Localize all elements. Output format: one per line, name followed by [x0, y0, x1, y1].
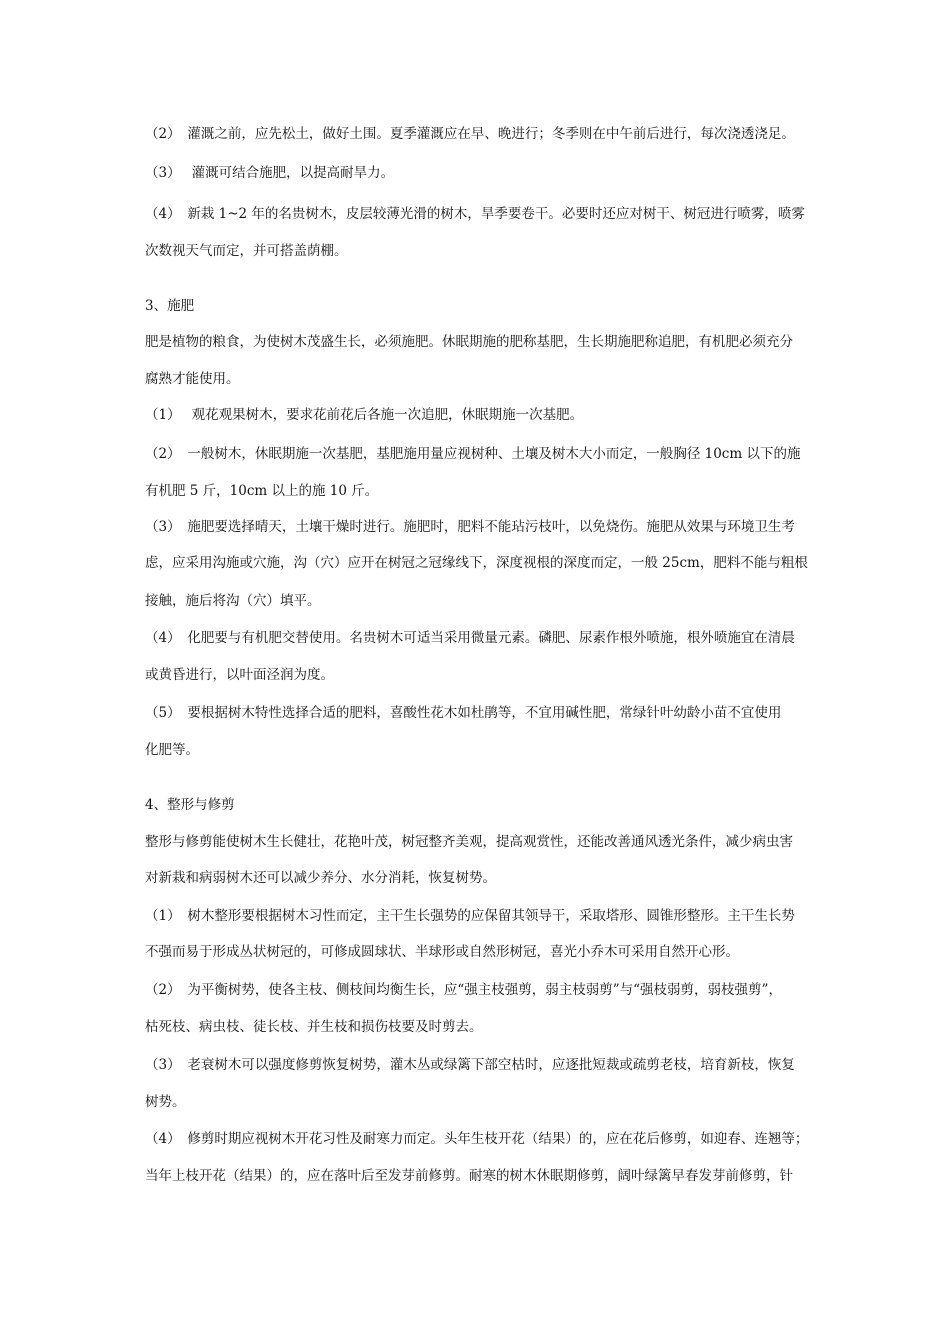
paragraph-line: （3） 施肥要选择晴天，土壤干燥时进行。施肥时，肥料不能玷污枝叶，以免烧伤。施肥从效果与环境卫生考	[145, 519, 795, 535]
paragraph-line: 次数视天气而定，并可搭盖荫棚。	[145, 243, 348, 259]
paragraph-line: 对新栽和病弱树木还可以减少养分、水分消耗，恢复树势。	[145, 870, 496, 886]
paragraph-line: 不强而易于形成丛状树冠的，可修成圆球状、半球形或自然形树冠，喜光小乔木可采用自然开心形。	[145, 944, 739, 960]
paragraph-line: 或黄昏进行，以叶面泾润为度。	[145, 667, 334, 683]
paragraph-line: 树势。	[145, 1094, 186, 1110]
paragraph-line: （4） 新栽 1~2 年的名贵树木，皮层较薄光滑的树木，旱季要卷干。必要时还应对树干、树冠进行喷雾，喷雾	[145, 206, 805, 222]
paragraph-line: 有机肥 5 斤，10cm 以上的施 10 斤。	[145, 483, 379, 499]
paragraph-line: （3） 灌溉可结合施肥，以提高耐旱力。	[145, 165, 395, 181]
section-heading: 4、整形与修剪	[145, 797, 235, 813]
paragraph-line: 腐熟才能使用。	[145, 371, 240, 387]
paragraph-line: 当年上枝开花（结果）的，应在落叶后至发芽前修剪。耐寒的树木休眠期修剪，阔叶绿篱早春发芽前修剪，针	[145, 1168, 793, 1184]
paragraph-line: 肥是植物的粮食，为使树木茂盛生长，必须施肥。休眠期施的肥称基肥，生长期施肥称追肥，有机肥必须充分	[145, 334, 793, 350]
paragraph-line: （5） 要根据树木特性选择合适的肥料，喜酸性花木如杜鹃等，不宜用碱性肥，常绿针叶幼龄小苗不宜使用	[145, 705, 782, 721]
paragraph-line: （1） 观花观果树木，要求花前花后各施一次追肥，休眠期施一次基肥。	[145, 407, 584, 423]
paragraph-line: 化肥等。	[145, 742, 199, 758]
paragraph-line: 接触，施后将沟（穴）填平。	[145, 593, 321, 609]
paragraph-line: （4） 修剪时期应视树木开花习性及耐寒力而定。头年生枝开花（结果）的，应在花后修剪，如迎春、连翘等；	[145, 1131, 809, 1147]
paragraph-line: （2） 灌溉之前，应先松土，做好土围。夏季灌溉应在早、晚进行；冬季则在中午前后进行，每次浇透浇足。	[145, 126, 795, 142]
paragraph-line: （3） 老衰树木可以强度修剪恢复树势，灌木丛或绿篱下部空枯时，应逐批短裁或疏剪老枝，培育新枝，恢复	[145, 1057, 795, 1073]
section-heading: 3、施肥	[145, 298, 195, 314]
paragraph-line: （2） 为平衡树势，使各主枝、侧枝间均衡生长，应“强主枝强剪，弱主枝弱剪”与“强枝弱剪，弱枝强剪”，	[145, 982, 782, 998]
paragraph-line: （1） 树木整形要根据树木习性而定，主干生长强势的应保留其领导干，采取塔形、圆锥形整形。主干生长势	[145, 908, 795, 924]
paragraph-line: 整形与修剪能使树木生长健壮，花艳叶茂，树冠整齐美观，提高观赏性，还能改善通风透光条件，减少病虫害	[145, 834, 793, 850]
paragraph-line: （4） 化肥要与有机肥交替使用。名贵树木可适当采用微量元素。磷肥、尿素作根外喷施，根外喷施宜在清晨	[145, 630, 795, 646]
paragraph-line: （2） 一般树木，休眠期施一次基肥，基肥施用量应视树种、土壤及树木大小而定，一般胸径 10cm 以下的施	[145, 446, 801, 462]
paragraph-line: 枯死枝、病虫枝、徒长枝、并生枝和损伤枝要及时剪去。	[145, 1019, 483, 1035]
paragraph-line: 虑，应采用沟施或穴施，沟（穴）应开在树冠之冠缘线下，深度视根的深度而定，一般 25cm，肥料不能与粗根	[145, 555, 808, 571]
